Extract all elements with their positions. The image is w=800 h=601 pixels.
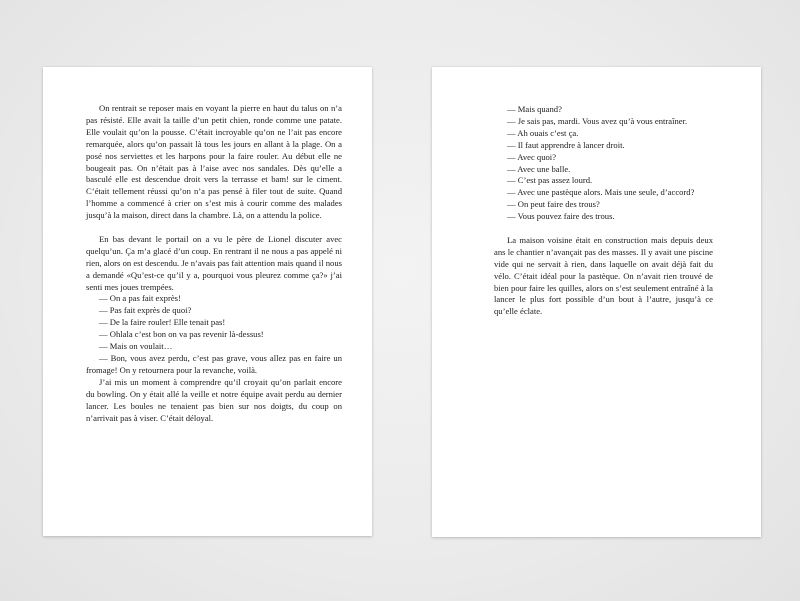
right-dialogue-line-6: — Avec une balle.: [507, 163, 571, 174]
left-dialogue-line-5: — Mais on voulait…: [99, 341, 173, 352]
right-paragraph-1: La maison voisine était en construction mais depuis deux ans le chantier n’avançait pas des masses. Il y avait une piscine vide qui ne servait à rien, dans laquelle on avait déjà fait du vélo. C’était idéal pour la pastèque. On n’avait rien trouvé de bien pour faire les quilles, alors on s’est seulement entraîné à la lancer le plus fort possible d’un bout à l’autre, jusqu’à ce qu’elle éclate.: [494, 234, 713, 317]
left-page-sheet: [43, 67, 372, 536]
left-paragraph-3: J’ai mis un moment à comprendre qu’il croyait qu’on parlait encore du bowling. On y était allé la veille et notre équipe avait perdu au dernier lancer. Les boules ne tenaient pas bien sur nos doigts, du coup on n’arrivait pas à viser. C’était déloyal.: [86, 376, 342, 423]
left-dialogue-line-1: — On a pas fait exprès!: [99, 293, 181, 304]
right-dialogue-line-5: — Avec quoi?: [507, 151, 557, 162]
right-page-sheet: [432, 67, 761, 537]
right-dialogue-line-3: — Ah ouais c’est ça.: [507, 127, 579, 138]
right-dialogue-line-1: — Mais quand?: [507, 104, 562, 114]
right-page-text: [494, 104, 713, 318]
left-dialogue-line-2: — Pas fait exprès de quoi?: [99, 305, 192, 316]
right-dialogue-line-7: — C’est pas assez lourd.: [507, 175, 593, 186]
left-paragraph-2: En bas devant le portail on a vu le père de Lionel discuter avec quelqu’un. Ça m’a glacé d’un coup. En rentrant il ne nous a pas appelé ni rien, alors on est descendu. Je n’avais pas fait attention mais quand il nous a demandé «Qu’est-ce qu’il y a, pourquoi vous pleurez comme ça?» j’ai senti mes joues trempées.: [86, 233, 342, 292]
left-dialogue-line-3: — De la faire rouler! Elle tenait pas!: [99, 317, 226, 328]
left-page-text: [86, 103, 342, 424]
left-paragraph-1: On rentrait se reposer mais en voyant la pierre en haut du talus on n’a pas résisté. Elle avait la taille d’un petit chien, ronde comme une patate. Elle voulait qu’on la pousse. C’était incroyable qu’on ne l’ait pas encore remarquée, alors qu’on passait là tous les jours en allant à la plage. On a posé nos serviettes et les harpons pour la faire rouler. Au début elle ne bougeait pas. On n’était pas à l’aise avec nos sandales. Dès qu’elle a basculé elle est descendue droit vers la terrasse et bam! sur le ciment. C’était tellement réussi qu’on n’a pas pensé à filer tout de suite. Quand l’homme a commencé à crier on s’est mis à courir comme des malades jusqu’à la maison, direct dans la chambre. Là, on a attendu la police.: [86, 103, 342, 221]
right-dialogue-line-2: — Je sais pas, mardi. Vous avez qu’à vous entraîner.: [507, 115, 688, 126]
right-dialogue-line-9: — On peut faire des trous?: [507, 199, 600, 210]
left-dialogue-line-4: — Ohlala c’est bon on va pas revenir là-dessus!: [99, 329, 264, 340]
right-dialogue-line-4: — Il faut apprendre à lancer droit.: [507, 139, 625, 150]
left-dialogue-line-6: — Bon, vous avez perdu, c’est pas grave, vous allez pas en faire un fromage! On y retournera pour la revanche, voilà.: [86, 353, 342, 375]
right-dialogue-line-8: — Avec une pastèque alors. Mais une seule, d’accord?: [507, 187, 695, 198]
right-dialogue-line-10: — Vous pouvez faire des trous.: [507, 211, 615, 222]
